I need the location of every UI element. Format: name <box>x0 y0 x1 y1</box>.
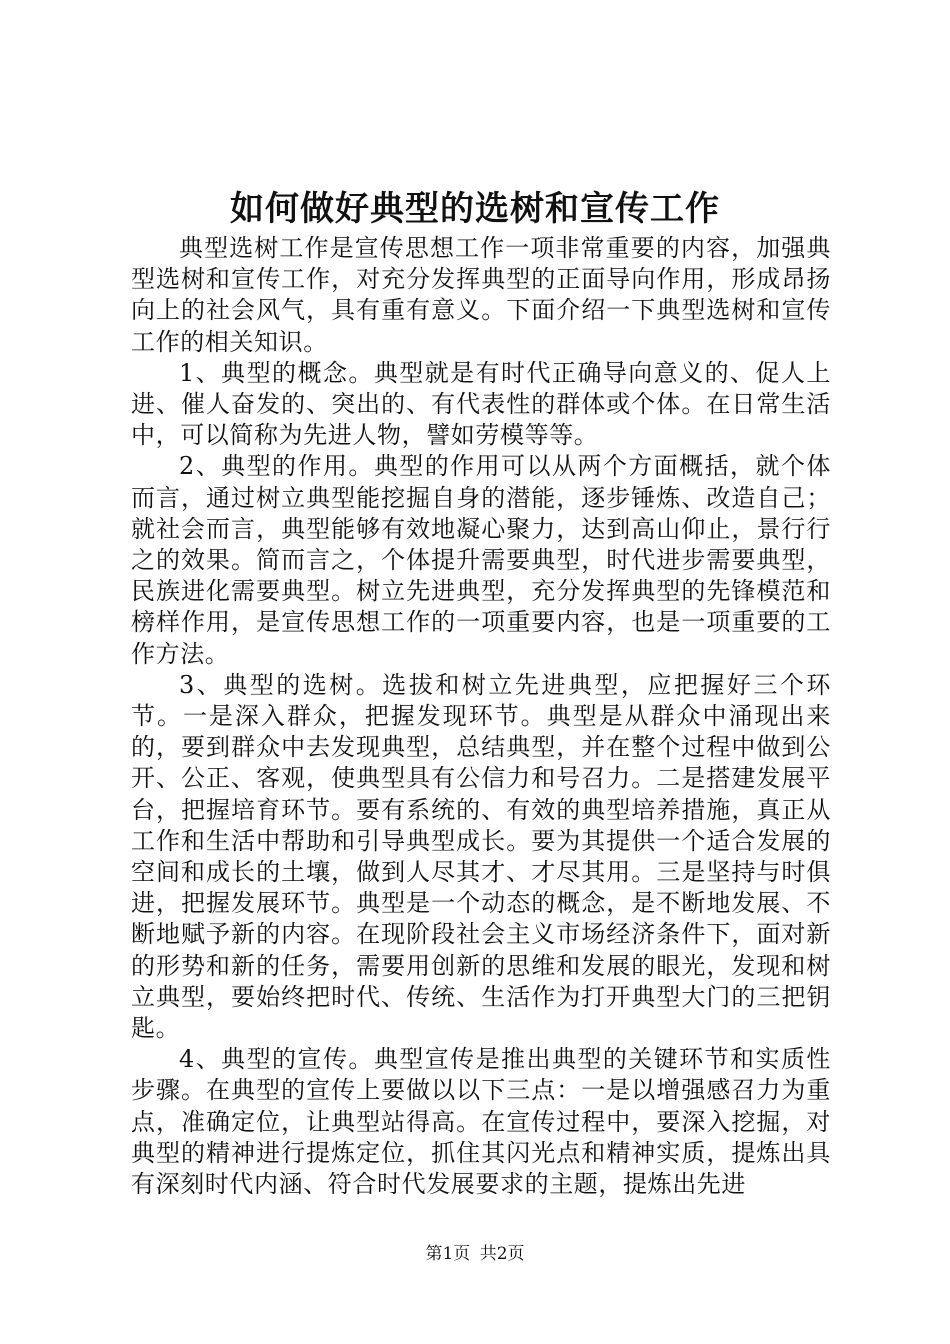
document-body <box>131 233 831 1200</box>
paragraph-selection: 3、典型的选树。选拔和树立先进典型，应把握好三个环节。一是深入群众，把握发现环节。典型是从群众中涌现出来的，要到群众中去发现典型，总结典型，并在整个过程中做到公开、公正、客观，使典型具有公信力和号召力。二是搭建发展平台，把握培育环节。要有系统的、有效的典型培养措施，真正从工作和生活中帮助和引导典型成长。要为其提供一个适合发展的空间和成长的土壤，做到人尽其才、才尽其用。三是坚持与时俱进，把握发展环节。典型是一个动态的概念，是不断地发展、不断地赋予新的内容。在现阶段社会主义市场经济条件下，面对新的形势和新的任务，需要用创新的思维和发展的眼光，发现和树立典型，要始终把时代、传统、生活作为打开典型大门的三把钥匙。 <box>131 670 831 1043</box>
page-number: 第1页 <box>425 1244 471 1264</box>
paragraph-role: 2、典型的作用。典型的作用可以从两个方面概括，就个体而言，通过树立典型能挖掘自身的潜能，逐步锤炼、改造自己；就社会而言，典型能够有效地凝心聚力，达到高山仰止，景行行之的效果。简而言之，个体提升需要典型，时代进步需要典型，民族进化需要典型。树立先进典型，充分发挥典型的先锋模范和榜样作用，是宣传思想工作的一项重要内容，也是一项重要的工作方法。 <box>131 452 831 668</box>
page-total: 共2页 <box>479 1244 525 1264</box>
paragraph-intro: 典型选树工作是宣传思想工作一项非常重要的内容，加强典型选树和宣传工作，对充分发挥典型的正面导向作用，形成昂扬向上的社会风气，具有重有意义。下面介绍一下典型选树和宣传工作的相关知识。 <box>131 234 831 356</box>
document-title: 如何做好典型的选树和宣传工作 <box>230 189 720 229</box>
paragraph-publicity: 4、典型的宣传。典型宣传是推出典型的关键环节和实质性步骤。在典型的宣传上要做以以下三点：一是以增强感召力为重点，准确定位，让典型站得高。在宣传过程中，要深入挖掘，对典型的精神进行提炼定位，抓住其闪光点和精神实质，提炼出具有深刻时代内涵、符合时代发展要求的主题，提炼出先进 <box>131 1045 831 1199</box>
paragraph-concept: 1、典型的概念。典型就是有时代正确导向意义的、促人上进、催人奋发的、突出的、有代表性的群体或个体。在日常生活中，可以简称为先进人物，譬如劳模等等。 <box>131 358 831 450</box>
page-footer <box>0 1242 950 1266</box>
